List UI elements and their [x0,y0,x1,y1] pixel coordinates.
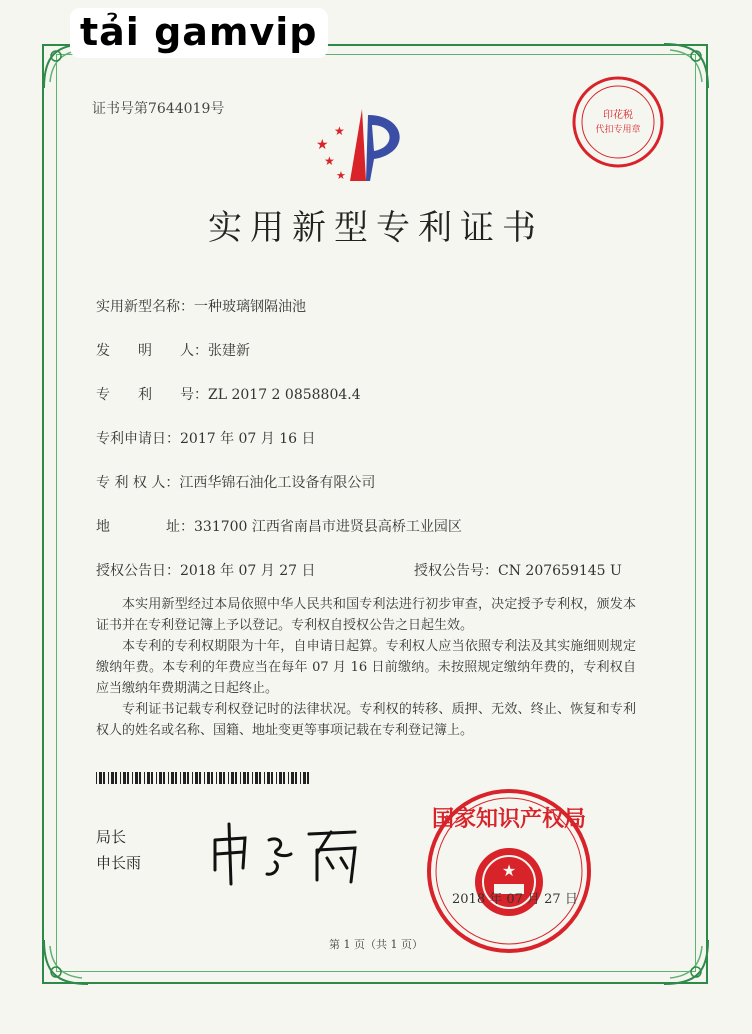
patent-office-logo-icon [310,105,420,185]
field-value: 2017 年 07 月 16 日 [180,431,316,447]
barcode-bar [243,772,246,784]
barcode-bar [99,772,102,784]
barcode-bar [264,772,265,784]
barcode-bar [255,772,258,784]
barcode-bar [235,772,237,784]
barcode [96,772,310,784]
barcode-bar [151,772,153,784]
barcode-bar [211,772,213,784]
svg-text:★: ★ [324,154,335,168]
field-value: 张建新 [208,343,250,359]
body-paragraph: 本实用新型经过本局依照中华人民共和国专利法进行初步审查，决定授予专利权，颁发本证书并在专利登记簿上予以登记。专利权自授权公告之日起生效。 [96,597,636,633]
field-inventor [96,340,250,360]
chief-name: 申长雨 [96,854,142,872]
barcode-bar [271,772,273,784]
barcode-bar [223,772,225,784]
barcode-bar [259,772,261,784]
field-label: 实用新型名称： [96,299,194,315]
barcode-bar [103,772,105,784]
handwritten-signature [205,810,375,890]
barcode-bar [111,772,114,784]
barcode-bar [175,772,177,784]
field-filing-date [96,428,316,448]
barcode-bar [279,772,282,784]
field-utility-model-name [96,296,306,316]
barcode-bar [300,772,301,784]
field-label: 地 址： [96,519,194,535]
field-address [96,516,462,536]
field-label: 专 利 权 人： [96,475,180,491]
barcode-bar [303,772,306,784]
field-value: 一种玻璃钢隔油池 [194,299,306,315]
barcode-bar [180,772,181,784]
barcode-bar [156,772,157,784]
barcode-bar [144,772,145,784]
barcode-bar [307,772,309,784]
barcode-bar [132,772,133,784]
barcode-bar [219,772,222,784]
svg-text:★: ★ [336,169,346,182]
field-grant-date [96,560,316,580]
barcode-bar [96,772,97,784]
barcode-bar [276,772,277,784]
field-patent-number [96,384,361,404]
barcode-bar [139,772,141,784]
certificate-body-text [96,594,636,741]
barcode-bar [283,772,285,784]
barcode-bar [187,772,189,784]
watermark-text: tải gamvip [70,8,328,58]
field-label: 授权公告日： [96,563,180,579]
field-value: 2018 年 07 月 27 日 [180,563,316,579]
seal-date: 2018 年 07 月 27 日 [452,892,578,907]
barcode-bar [163,772,165,784]
inner-border [56,54,696,972]
barcode-bar [252,772,253,784]
barcode-bar [228,772,229,784]
barcode-bar [171,772,174,784]
barcode-bar [295,772,297,784]
barcode-bar [127,772,129,784]
certificate-number: 证书号第7644019号 [92,101,225,117]
barcode-bar [199,772,201,784]
barcode-bar [231,772,234,784]
svg-text:印花税: 印花税 [603,110,633,121]
barcode-bar [291,772,294,784]
barcode-bar [183,772,186,784]
field-label: 发 明 人： [96,343,208,359]
barcode-bar [240,772,241,784]
body-paragraph: 本专利的专利权期限为十年，自申请日起算。专利权人应当依照专利法及其实施细则规定缴纳年费。本专利的年费应当在每年 07 月 16 日前缴纳。未按照规定缴纳年费的，专利权自应当缴纳年费期满之日起终止。 [96,639,636,696]
certificate-title: 实用新型专利证书 [208,208,544,248]
barcode-bar [135,772,138,784]
field-value: ZL 2017 2 0858804.4 [208,387,361,403]
barcode-bar [108,772,109,784]
field-label: 授权公告号： [414,563,498,579]
barcode-bar [267,772,270,784]
svg-text:★: ★ [334,124,345,138]
svg-text:代扣专用章: 代扣专用章 [595,125,641,135]
tax-seal-stamp [568,72,668,172]
field-grant-number [414,560,622,580]
field-value: 331700 江西省南昌市进贤县高桥工业园区 [194,519,462,535]
national-ip-seal-stamp [424,786,594,956]
field-label: 专 利 号： [96,387,208,403]
barcode-bar [120,772,121,784]
barcode-bar [115,772,117,784]
body-paragraph: 专利证书记载专利权登记时的法律状况。专利权的转移、质押、无效、终止、恢复和专利权人的姓名或名称、国籍、地址变更等事项记载在专利登记簿上。 [96,702,636,738]
barcode-bar [247,772,249,784]
barcode-bar [288,772,289,784]
field-label: 专利申请日： [96,431,180,447]
barcode-bar [216,772,217,784]
page-footer: 第 1 页（共 1 页） [329,938,423,951]
field-patentee [96,472,375,492]
barcode-bar [147,772,150,784]
chief-title: 局长 [96,828,127,846]
barcode-bar [123,772,126,784]
svg-text:★: ★ [316,137,329,153]
barcode-bar [168,772,169,784]
field-value: 江西华锦石油化工设备有限公司 [179,475,376,491]
barcode-bar [159,772,162,784]
barcode-bar [207,772,210,784]
field-value: CN 207659145 U [498,563,622,579]
svg-text:国家知识产权局: 国家知识产权局 [431,807,587,832]
barcode-bar [204,772,205,784]
barcode-bar [192,772,193,784]
svg-text:★: ★ [501,861,517,880]
barcode-bar [195,772,198,784]
